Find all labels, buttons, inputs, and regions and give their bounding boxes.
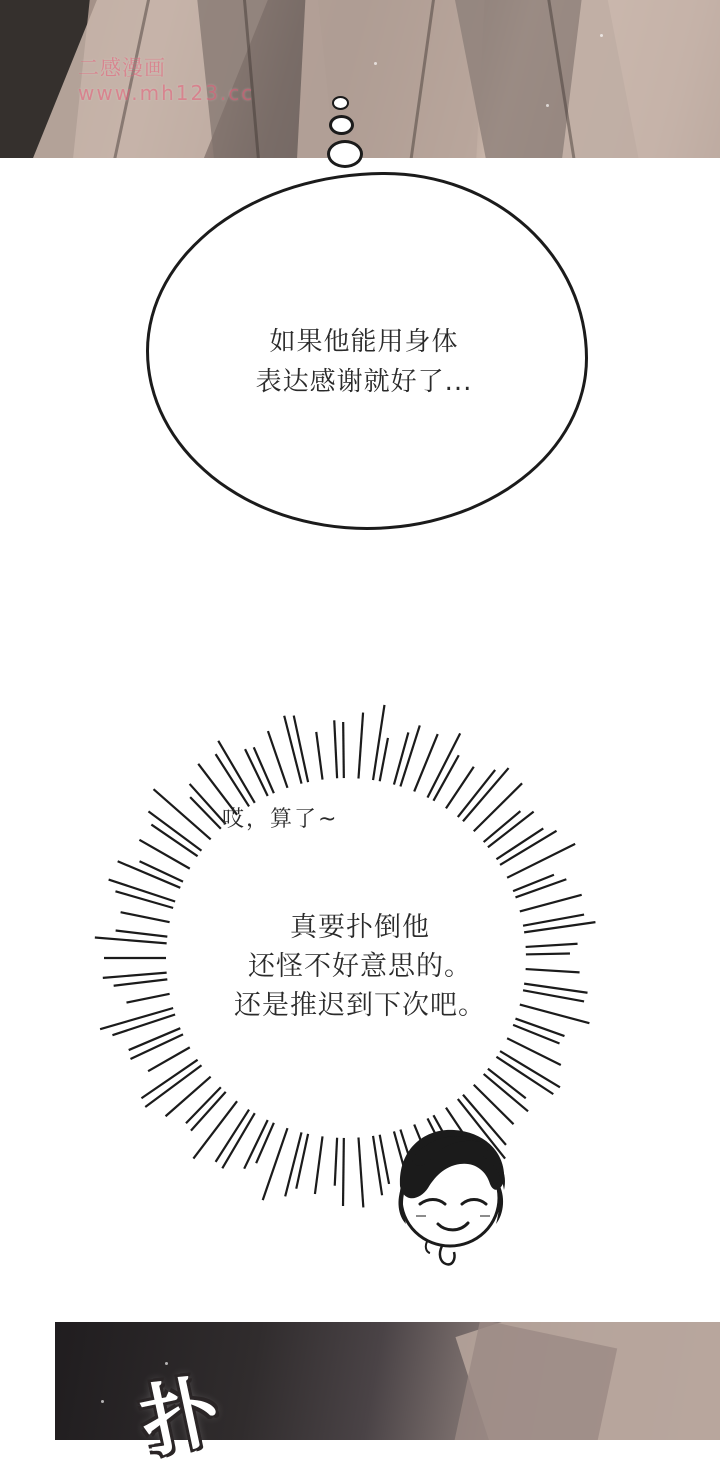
burst-bubble-text <box>170 908 550 1025</box>
thought-tail-dot-small <box>332 96 349 110</box>
chibi-head <box>382 1120 524 1280</box>
watermark-line-2: www.mh123.cc <box>78 81 255 106</box>
fabric-fold-c <box>295 0 486 158</box>
thought-line-2: 表达感谢就好了... <box>255 367 473 398</box>
photo-panel-top <box>0 0 720 158</box>
watermark-line-1: 二感漫画 <box>78 56 166 80</box>
dust-speck <box>546 104 549 107</box>
dust-speck <box>600 34 603 37</box>
fabric-fold-e <box>556 0 720 158</box>
thought-bubble-text <box>146 322 582 403</box>
burst-bubble-small-text: 哎，算了~ <box>222 807 339 832</box>
sound-effect-text: 扑 <box>132 1366 225 1470</box>
dust-speck <box>374 62 377 65</box>
burst-line-2: 还怪不好意思的。 <box>248 951 472 983</box>
thought-tail-dot-medium <box>329 115 354 135</box>
burst-line-1: 真要扑倒他 <box>290 912 430 943</box>
thought-tail-dot-large <box>327 140 363 168</box>
thought-line-1: 如果他能用身体 <box>269 327 459 357</box>
dust-speck <box>101 1400 104 1403</box>
burst-line-3: 还是推迟到下次吧。 <box>234 990 486 1022</box>
